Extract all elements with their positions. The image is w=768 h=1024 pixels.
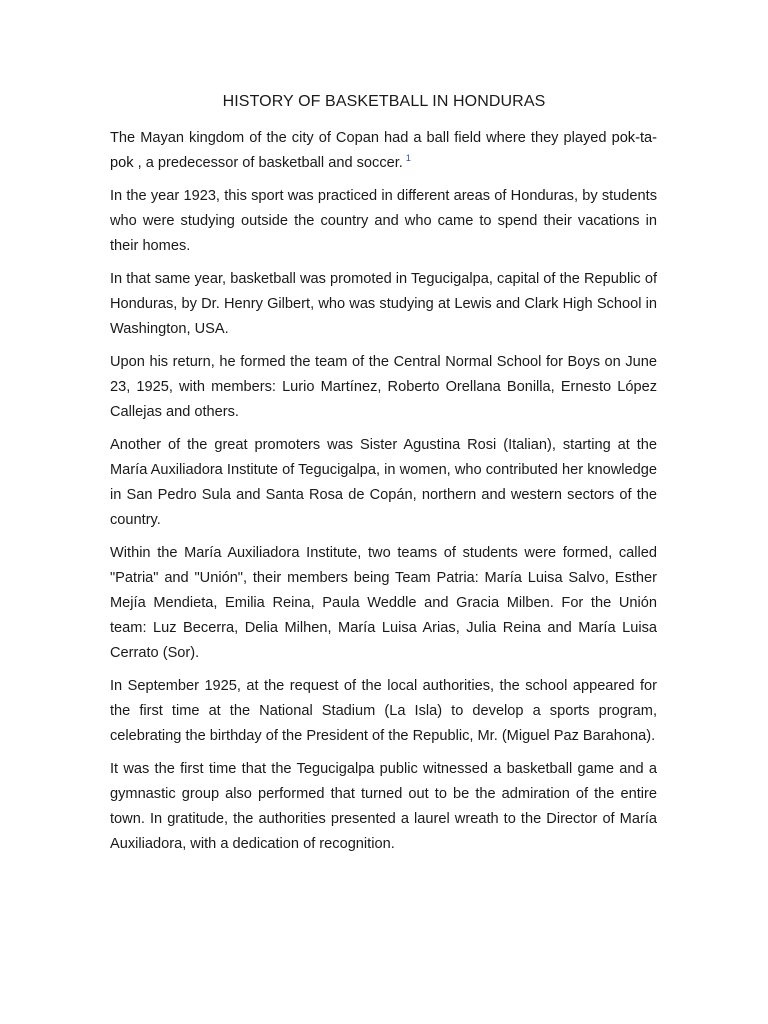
document-body xyxy=(110,126,657,865)
paragraph-1-text-end: , a predecessor of basketball and soccer. xyxy=(133,155,403,171)
paragraph-3: In that same year, basketball was promoted in Tegucigalpa, capital of the Republic of Honduras, by Dr. Henry Gilbert, who was studying at Lewis and Clark High School in Washington, USA. xyxy=(110,271,657,337)
paragraph-1 xyxy=(110,126,657,176)
paragraph-1-text: The Mayan kingdom of the city of Copan had a ball field where they played xyxy=(110,130,612,146)
paragraph-2: In the year 1923, this sport was practiced in different areas of Honduras, by students who were studying outside the country and who came to spend their vacations in their homes. xyxy=(110,188,657,254)
document-title: HISTORY OF BASKETBALL IN HONDURAS xyxy=(222,93,546,110)
paragraph-7: In September 1925, at the request of the local authorities, the school appeared for the first time at the National Stadium (La Isla) to develop a sports program, celebrating the birthday of the President of the Republic, Mr. (Miguel Paz Barahona). xyxy=(110,678,657,744)
paragraph-4: Upon his return, he formed the team of the Central Normal School for Boys on June 23, 1925, with members: Lurio Martínez, Roberto Orellana Bonilla, Ernesto López Callejas and others. xyxy=(110,354,657,420)
footnote-reference[interactable]: 1 xyxy=(405,153,411,164)
paragraph-5: Another of the great promoters was Sister Agustina Rosi (Italian), starting at the María Auxiliadora Institute of Tegucigalpa, in women, who contributed her knowledge in San Pedro Sula and Santa Rosa de Copán, northern and western sectors of the country. xyxy=(110,437,657,528)
pok-ta-pok-term: pok-ta-pok xyxy=(110,130,657,171)
paragraph-6: Within the María Auxiliadora Institute, two teams of students were formed, called "Patria" and "Unión", their members being Team Patria: María Luisa Salvo, Esther Mejía Mendieta, Emilia Reina, Paula Weddle and Gracia Milben. For the Unión team: Luz Becerra, Delia Milhen, María Luisa Arias, Julia Reina and María Luisa Cerrato (Sor). xyxy=(110,545,657,661)
paragraph-8: It was the first time that the Tegucigalpa public witnessed a basketball game and a gymnastic group also performed that turned out to be the admiration of the entire town. In gratitude, the authorities presented a laurel wreath to the Director of María Auxiliadora, with a dedication of recognition. xyxy=(110,761,657,852)
